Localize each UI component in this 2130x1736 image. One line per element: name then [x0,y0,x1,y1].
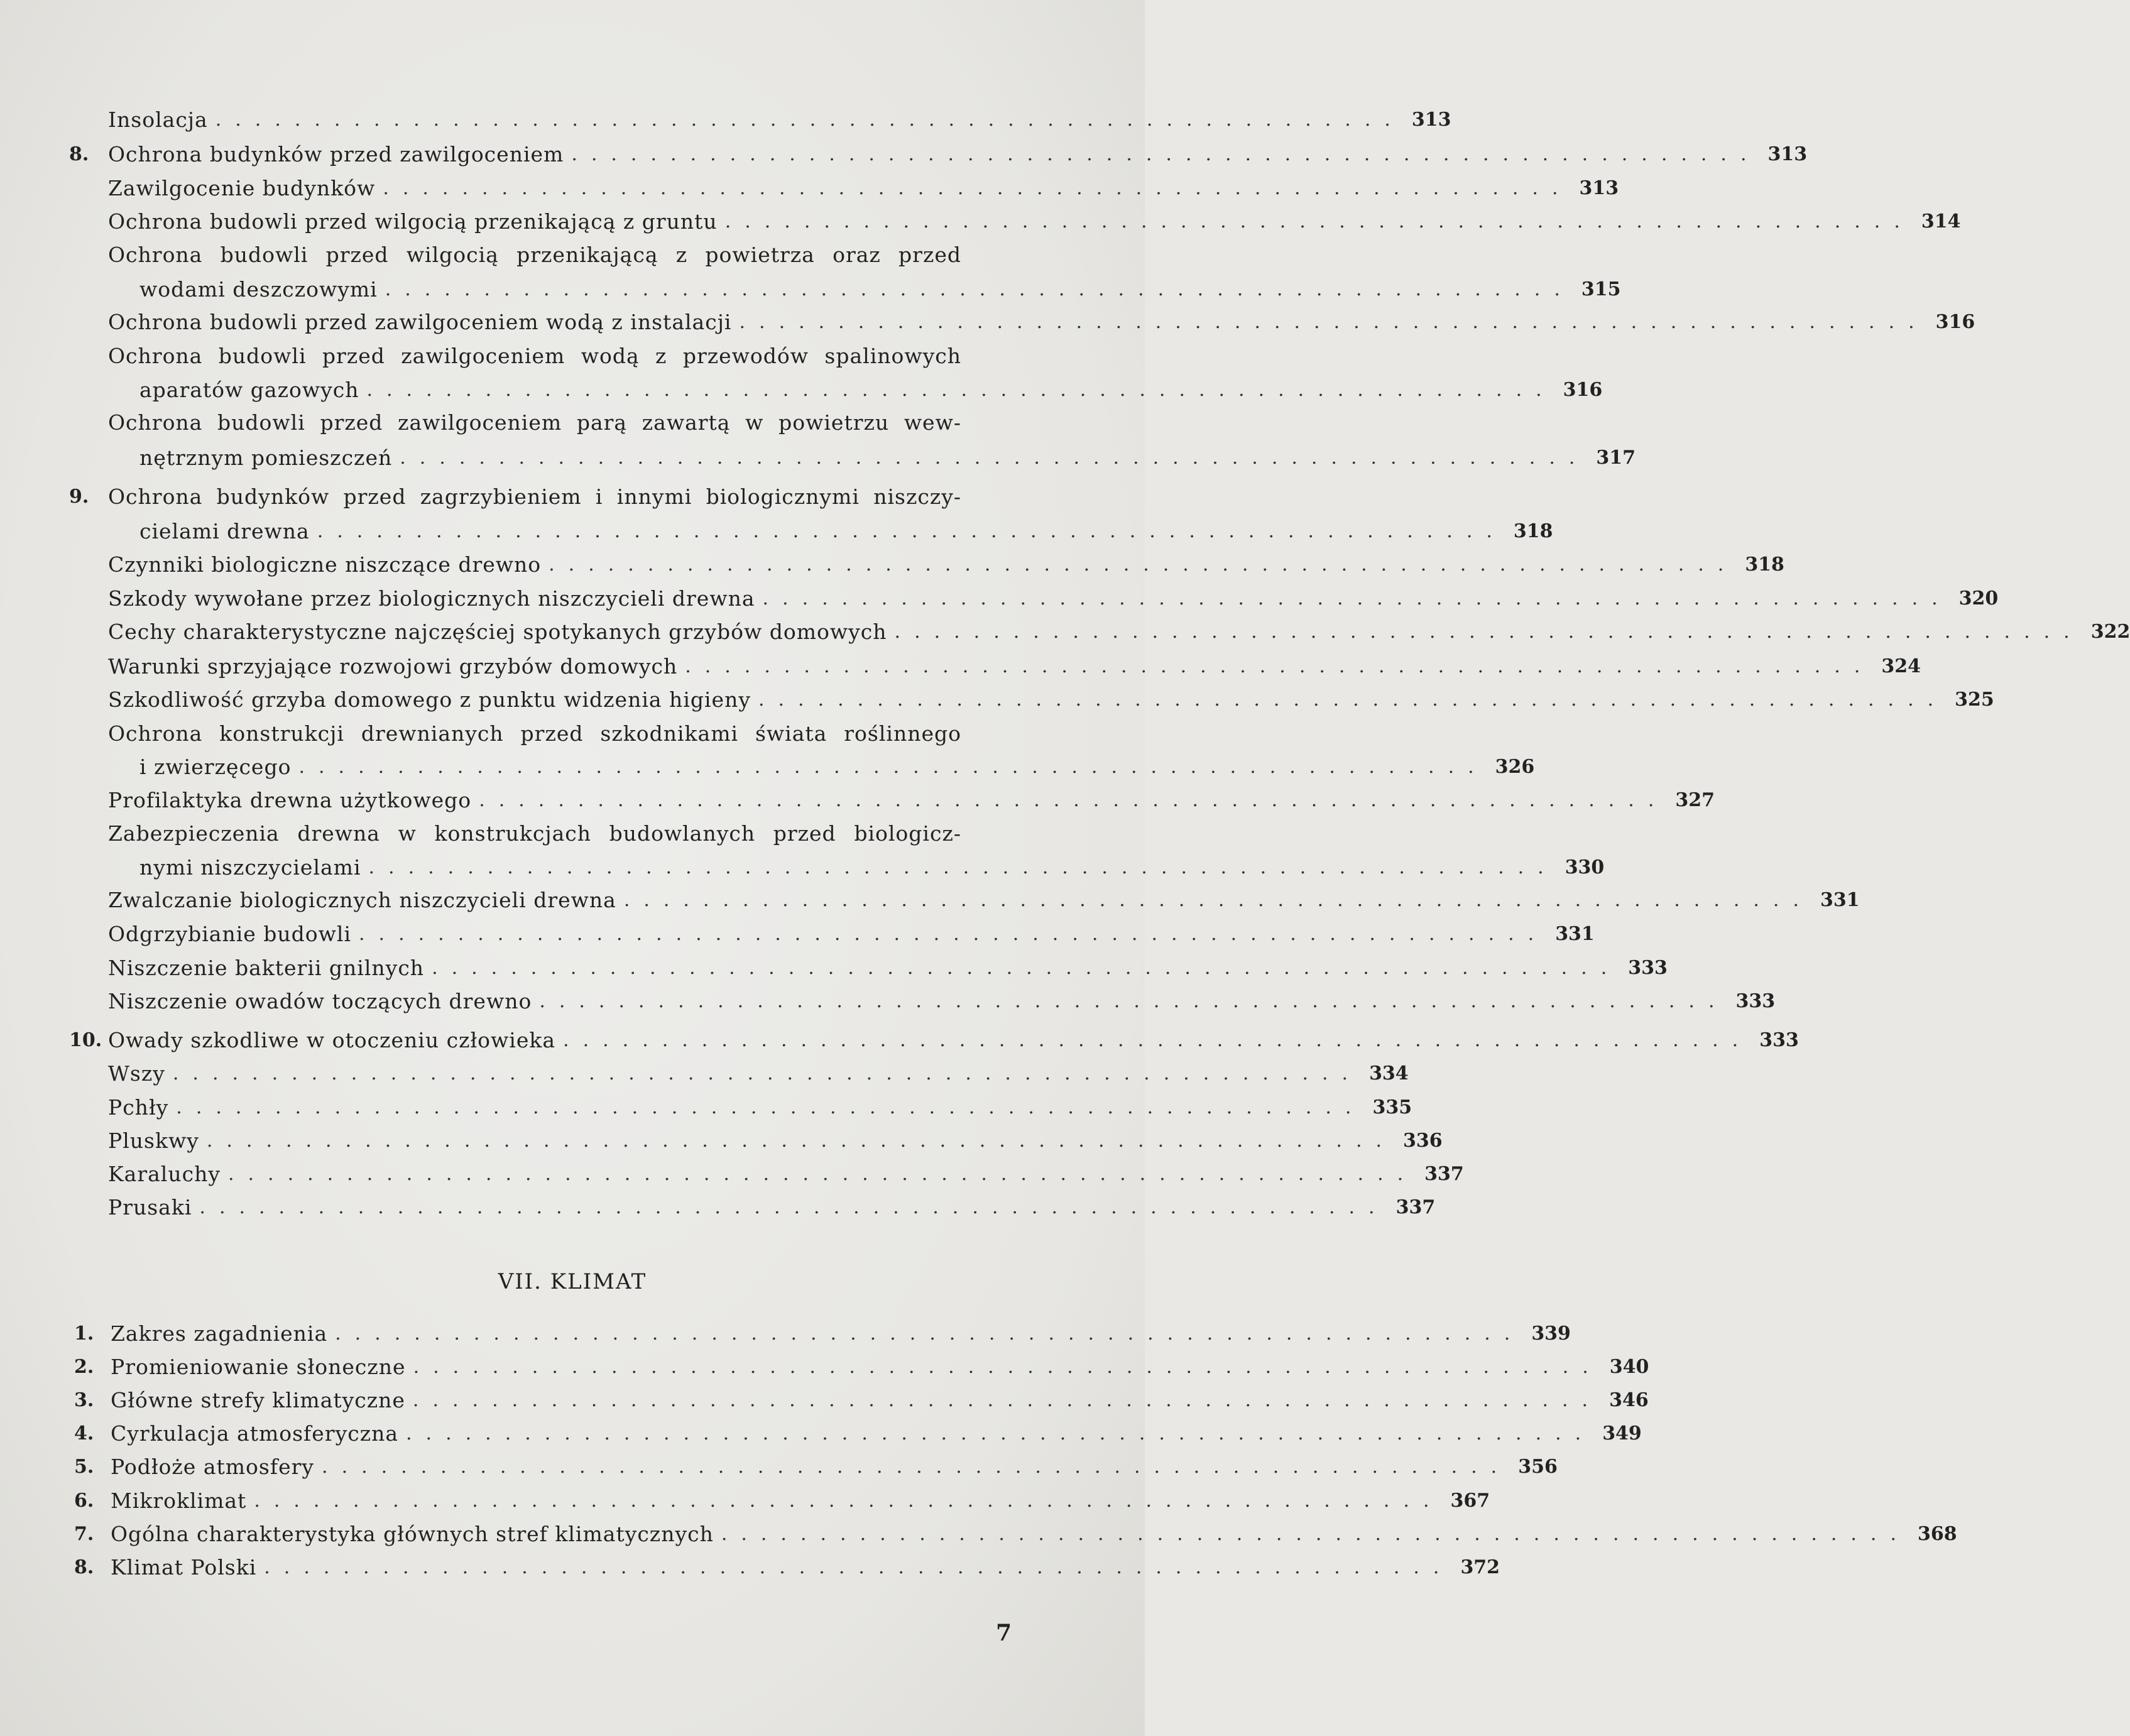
entry-page: 337 [1395,1196,1436,1218]
dot-leader: ............................................................ [172,1062,1362,1084]
toc-entry [108,1057,1409,1090]
toc-entry [108,305,1975,339]
entry-page: 313 [1767,143,1808,165]
toc-entry [108,883,1860,917]
toc-entry [108,103,1451,136]
toc-entry [108,172,1619,205]
entry-title: wodami deszczowymi [139,277,378,302]
toc-entry [108,683,1994,716]
dot-leader: ............................................................ [894,621,2084,643]
dot-leader: ............................................................ [298,756,1488,778]
entry-title: aparatów gazowych [139,378,359,402]
entry-title: Pluskwy [108,1128,199,1153]
entry-page: 318 [1513,520,1553,542]
entry-page: 333 [1735,990,1776,1012]
entry-page: 322 [2090,621,2130,643]
dot-leader: ............................................................ [254,1490,1443,1512]
entry-title: nymi niszczycielami [139,855,361,880]
entry-title: Ochrona budynków przed zawilgoceniem [108,142,564,167]
dot-leader: ............................................................ [176,1096,1365,1118]
chapter-entry-page: 340 [1609,1356,1649,1378]
entry-title: Profilaktyka drewna użytkowego [108,788,472,812]
toc-entry [108,650,1921,683]
entry-title-line: Ochrona budowli przed zawilgoceniem parą zawartą w powietrzu wew- [108,410,961,435]
entry-title: Szkodliwość grzyba domowego z punktu widzenia higieny [108,687,751,712]
page-number: 7 [995,1620,1012,1646]
dot-leader: ............................................................ [412,1389,1602,1411]
entry-number: 8. [69,143,89,165]
toc-entry [108,985,1776,1018]
chapter-entry-number: 3. [74,1389,94,1411]
dot-leader: ............................................................ [432,957,1621,979]
dot-leader: ............................................................ [359,923,1548,945]
entry-page: 334 [1369,1062,1409,1084]
dot-leader: ............................................................ [721,1523,1910,1545]
toc-entry [108,1191,1436,1224]
entry-page: 327 [1675,789,1715,811]
chapter-entry-number: 8. [74,1556,94,1578]
entry-page: 316 [1935,311,1975,333]
entry-title: Prusaki [108,1195,192,1220]
entry-page: 336 [1403,1130,1443,1152]
entry-title: Cechy charakterystyczne najczęściej spotykanych grzybów domowych [108,620,887,644]
entry-number: 9. [69,486,89,508]
entry-title: Odgrzybianie budowli [108,922,352,946]
entry-page: 317 [1596,447,1636,469]
chapter-entry-page: 356 [1518,1456,1558,1478]
toc-entry [139,273,1621,306]
entry-page: 318 [1745,554,1784,576]
entry-title-line: Ochrona budynków przed zagrzybieniem i innymi biologicznymi niszczy- [108,484,961,509]
dot-leader: ............................................................ [539,990,1729,1012]
entry-page: 335 [1372,1096,1412,1118]
entry-page: 320 [1958,587,1999,609]
toc-entry [108,582,1999,615]
entry-title: Wszy [108,1061,165,1086]
dot-leader: ............................................................ [685,655,1874,677]
entry-page: 313 [1411,109,1451,131]
chapter-entry [111,1417,1642,1450]
dot-leader: ............................................................ [215,109,1404,131]
entry-title-line: Ochrona konstrukcji drewnianych przed szkodnikami świata roślinnego [108,721,961,746]
dot-leader: ............................................................ [623,889,1813,911]
chapter-entry-page: 367 [1450,1490,1490,1512]
chapter-entry [111,1484,1490,1517]
chapter-entry-title: Promieniowanie słoneczne [111,1355,406,1379]
entry-page: 330 [1565,856,1605,878]
chapter-entry [111,1450,1558,1483]
entry-title: Szkody wywołane przez biologicznych niszczycieli drewna [108,586,755,611]
chapter-entry-page: 339 [1531,1323,1571,1345]
entry-title-line: Zabezpieczenia drewna w konstrukcjach budowlanych przed biologicz- [108,821,961,846]
toc-entry [108,1157,1464,1191]
chapter-entry [111,1517,1957,1551]
chapter-entry-title: Mikroklimat [111,1488,247,1513]
entry-page: 333 [1759,1029,1799,1051]
chapter-entry-title: Zakres zagadnienia [111,1321,328,1346]
dot-leader: ............................................................ [549,554,1738,576]
entry-page: 333 [1628,957,1668,979]
dot-leader: ............................................................ [406,1422,1595,1444]
chapter-entry [111,1384,1649,1417]
entry-title: cielami drewna [139,519,310,543]
toc-entry [139,515,1553,548]
entry-title-line: Ochrona budowli przed wilgocią przenikającą z powietrza oraz przed [108,243,961,267]
entry-title: i zwierzęcego [139,755,292,779]
toc-entry [139,373,1603,407]
entry-title: Karaluchy [108,1162,221,1186]
chapter-entry [111,1317,1571,1350]
chapter-entry-number: 1. [74,1323,94,1345]
dot-leader: ............................................................ [739,311,1928,333]
entry-title: Zwalczanie biologicznych niszczycieli drewna [108,888,616,912]
entry-title: Zawilgocenie budynków [108,176,376,200]
dot-leader: ............................................................ [413,1356,1602,1378]
toc-entry [108,917,1595,951]
entry-title: Pchły [108,1095,169,1120]
entry-page: 314 [1921,210,1961,232]
entry-title: Ochrona budowli przed wilgocią przenikającą z gruntu [108,209,718,234]
entry-page: 315 [1581,278,1621,300]
dot-leader: ............................................................ [317,520,1506,542]
entry-title: Owady szkodliwe w otoczeniu człowieka [108,1028,556,1052]
chapter-entry-page: 368 [1918,1523,1957,1545]
entry-page: 325 [1955,689,1994,711]
chapter-entry-number: 2. [74,1356,94,1378]
chapter-entry-number: 6. [74,1490,94,1512]
chapter-entry-number: 5. [74,1456,94,1478]
toc-entry [139,441,1636,474]
entry-page: 313 [1579,177,1619,199]
toc-entry [108,138,1808,171]
dot-leader: ............................................................ [199,1196,1389,1218]
dot-leader: ............................................................ [206,1130,1396,1152]
toc-entry [108,615,2130,648]
chapter-entry-number: 7. [74,1523,94,1545]
toc-entry [139,750,1535,783]
toc-entry [108,1024,1799,1057]
entry-title: Niszczenie bakterii gnilnych [108,956,425,980]
entry-page: 337 [1424,1163,1464,1185]
toc-entry [108,205,1961,238]
chapter-entry-title: Podłoże atmosfery [111,1455,315,1479]
entry-title: Insolacja [108,107,208,132]
dot-leader: ............................................................ [368,856,1558,878]
dot-leader: ............................................................ [383,177,1572,199]
dot-leader: ............................................................ [758,689,1948,711]
dot-leader: ............................................................ [366,379,1556,401]
chapter-entry-title: Główne strefy klimatyczne [111,1388,405,1412]
dot-leader: ............................................................ [400,447,1589,469]
entry-title: Warunki sprzyjające rozwojowi grzybów domowych [108,654,678,679]
chapter-entry [111,1350,1649,1384]
chapter-entry-title: Cyrkulacja atmosferyczna [111,1421,399,1446]
entry-title: Ochrona budowli przed zawilgoceniem wodą z instalacji [108,310,732,334]
dot-leader: ............................................................ [571,143,1761,165]
chapter-entry [111,1551,1500,1584]
dot-leader: ............................................................ [264,1556,1453,1578]
entry-title: Czynniki biologiczne niszczące drewno [108,552,542,577]
dot-leader: ............................................................ [724,210,1914,232]
dot-leader: ............................................................ [563,1029,1752,1051]
toc-entry [139,851,1605,884]
chapter-heading: VII. KLIMAT [498,1269,647,1294]
chapter-entry-page: 346 [1609,1389,1649,1411]
dot-leader: ............................................................ [322,1456,1511,1478]
entry-page: 331 [1555,923,1595,945]
entry-number: 10. [69,1029,102,1051]
entry-title: nętrznym pomieszczeń [139,445,393,470]
toc-entry [108,783,1715,817]
dot-leader: ............................................................ [385,278,1574,300]
toc-entry [108,1091,1412,1124]
dot-leader: ............................................................ [335,1323,1524,1345]
chapter-entry-title: Ogólna charakterystyka głównych stref klimatycznych [111,1522,714,1546]
entry-page: 331 [1820,889,1860,911]
dot-leader: ............................................................ [762,587,1952,609]
entry-page: 326 [1495,756,1535,778]
entry-page: 324 [1881,655,1921,677]
dot-leader: ............................................................ [227,1163,1417,1185]
entry-page: 316 [1563,379,1603,401]
toc-entry [108,951,1668,985]
chapter-entry-page: 349 [1602,1422,1642,1444]
entry-title: Niszczenie owadów toczących drewno [108,989,532,1013]
toc-entry [108,548,1784,581]
chapter-entry-number: 4. [74,1422,94,1444]
toc-entry [108,1124,1443,1157]
entry-title-line: Ochrona budowli przed zawilgoceniem wodą z przewodów spalinowych [108,344,961,368]
dot-leader: ............................................................ [479,789,1668,811]
chapter-entry-page: 372 [1460,1556,1500,1578]
chapter-entry-title: Klimat Polski [111,1555,257,1580]
